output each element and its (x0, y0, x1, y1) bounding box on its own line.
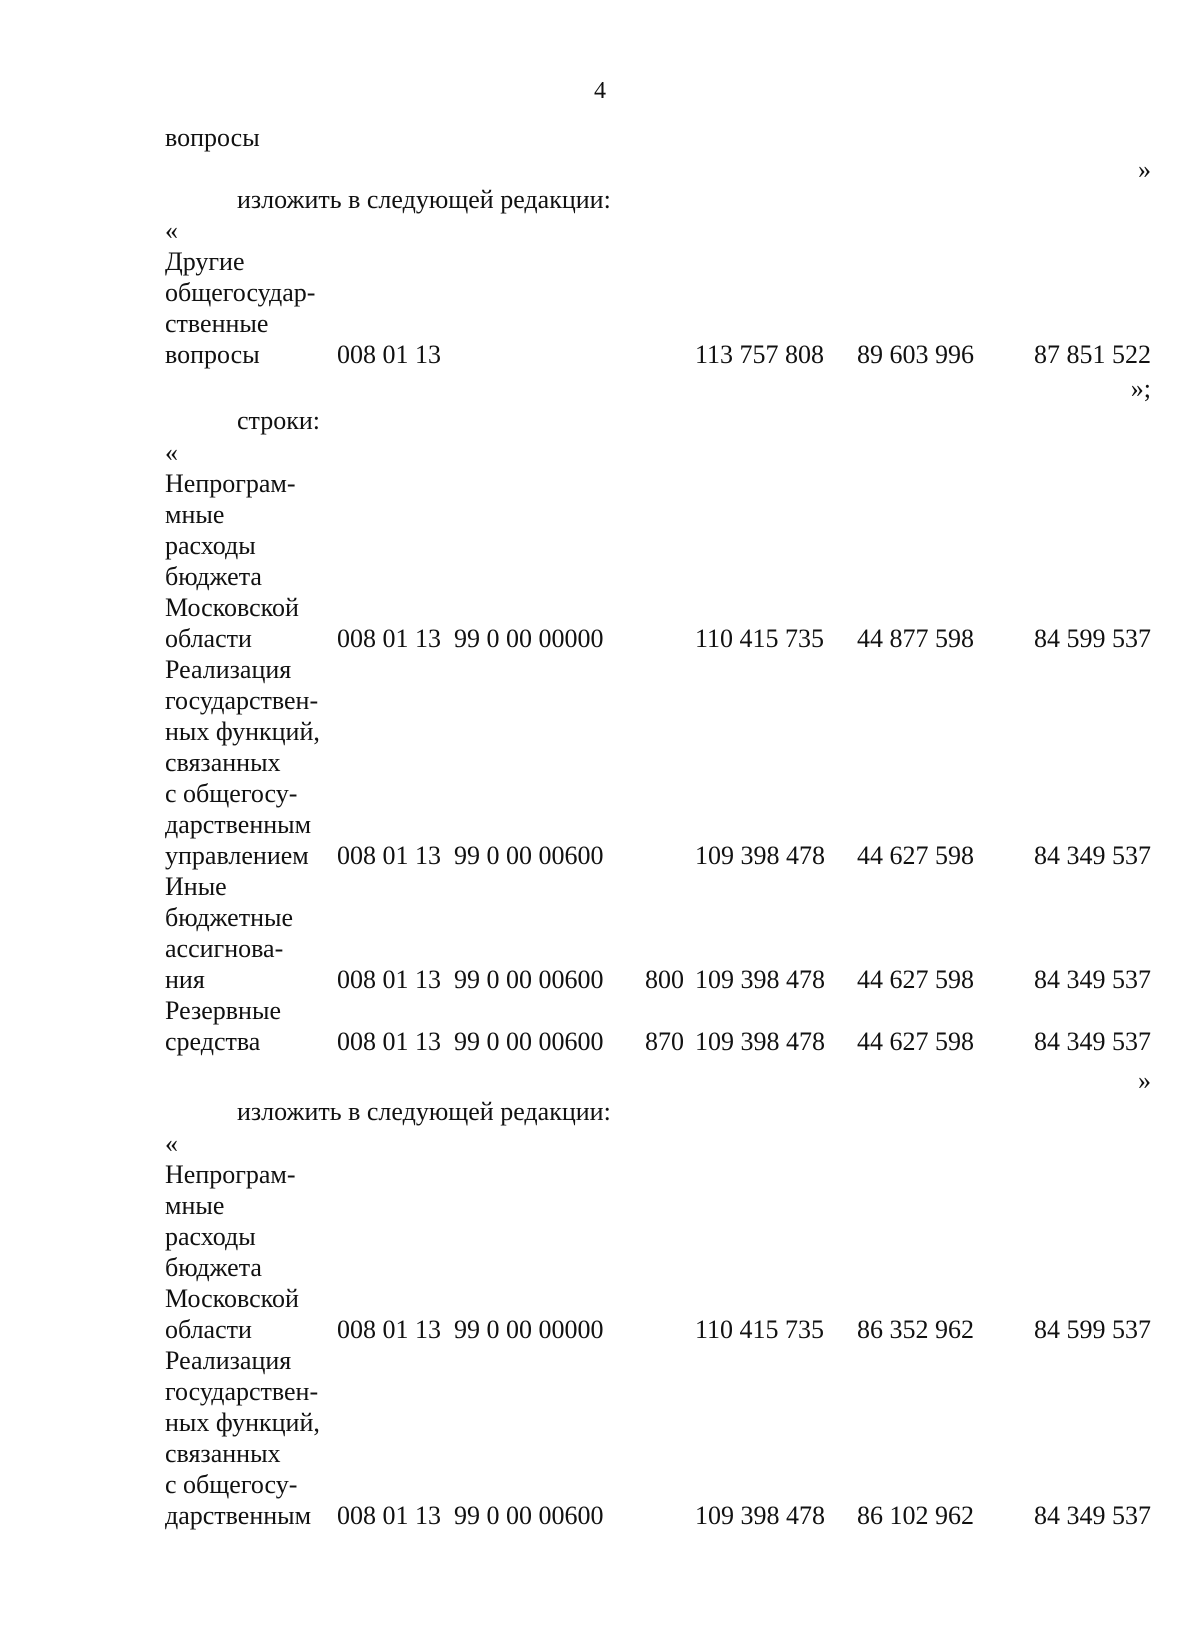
row-name-line: Московской (165, 593, 299, 622)
row-value-1: 110 415 735 (695, 1315, 825, 1344)
row-value-3: 84 349 537 (1034, 1501, 1151, 1530)
row-name-line: Резервные (165, 996, 281, 1025)
row-name-line: с общегосу- (165, 1470, 298, 1499)
row-name-line: ния (165, 965, 205, 994)
table-row (165, 871, 1151, 995)
table-row (165, 1345, 1151, 1531)
row-name-line: Непрограм- (165, 469, 296, 498)
row-value-1: 109 398 478 (695, 1501, 825, 1530)
row-name (165, 871, 337, 995)
row-value-3: 87 851 522 (1034, 340, 1151, 369)
table-block-3 (165, 1159, 1151, 1531)
row-name-line: бюджетные (165, 903, 294, 932)
table-row (165, 995, 1151, 1057)
row-name-line: с общегосу- (165, 779, 298, 808)
row-value-3: 84 349 537 (1034, 1027, 1151, 1056)
row-name-line: управлением (165, 841, 309, 870)
row-name-line: государствен- (165, 1377, 319, 1406)
row-name-line: связанных (165, 1439, 281, 1468)
row-name (165, 246, 337, 370)
row-value-1: 113 757 808 (695, 340, 825, 369)
row-name-line: ственные (165, 309, 269, 338)
row-name-line: государствен- (165, 686, 319, 715)
row-name-line: расходы (165, 1222, 256, 1251)
row-value-1: 109 398 478 (695, 841, 825, 870)
row-value-1: 109 398 478 (695, 965, 825, 994)
table-block-1 (165, 246, 1151, 370)
row-code: 008 01 13 99 0 00 00000 (337, 1315, 604, 1344)
top-fragment: вопросы (165, 123, 260, 152)
row-name-line: вопросы (165, 340, 260, 369)
row-code: 008 01 13 (337, 340, 441, 369)
row-value-2: 44 627 598 (857, 965, 974, 994)
row-name (165, 468, 337, 654)
row-name-line: дарственным (165, 1501, 312, 1530)
row-code: 008 01 13 99 0 00 00600 (337, 965, 604, 994)
opening-quote: « (165, 216, 178, 245)
row-name-line: расходы (165, 531, 256, 560)
row-value-3: 84 349 537 (1034, 965, 1151, 994)
row-type: 870 (645, 1027, 684, 1056)
row-name-line: мные (165, 500, 225, 529)
row-name-line: Московской (165, 1284, 299, 1313)
page-number: 4 (594, 78, 606, 104)
row-value-2: 44 627 598 (857, 1027, 974, 1056)
table-row (165, 1159, 1151, 1345)
row-name-line: общегосудар- (165, 278, 316, 307)
opening-quote: « (165, 438, 178, 467)
instruction-text: изложить в следующей редакции: (237, 1097, 611, 1126)
row-name-line: области (165, 624, 252, 653)
row-name-line: Реализация (165, 655, 292, 684)
row-name-line: средства (165, 1027, 261, 1056)
row-code: 008 01 13 99 0 00 00600 (337, 1501, 604, 1530)
table-row (165, 654, 1151, 871)
row-name-line: мные (165, 1191, 225, 1220)
row-name-line: ных функций, (165, 1408, 320, 1437)
row-code: 008 01 13 99 0 00 00600 (337, 841, 604, 870)
row-name-line: связанных (165, 748, 281, 777)
row-name-line: Иные (165, 872, 227, 901)
row-name-line: Другие (165, 247, 245, 276)
row-name-line: бюджета (165, 1253, 262, 1282)
row-name-line: бюджета (165, 562, 262, 591)
row-code: 008 01 13 99 0 00 00600 (337, 1027, 604, 1056)
row-type: 800 (645, 965, 684, 994)
row-name (165, 995, 337, 1057)
row-name-line: Непрограм- (165, 1160, 296, 1189)
opening-quote: « (165, 1129, 178, 1158)
row-name-line: ных функций, (165, 717, 320, 746)
row-value-1: 109 398 478 (695, 1027, 825, 1056)
instruction-text: изложить в следующей редакции: (237, 185, 611, 214)
row-value-2: 86 102 962 (857, 1501, 974, 1530)
table-row (165, 246, 1151, 370)
row-code: 008 01 13 99 0 00 00000 (337, 624, 604, 653)
closing-quote: » (1138, 1066, 1151, 1095)
instruction-text: строки: (237, 406, 320, 435)
row-name (165, 1159, 337, 1345)
row-name (165, 1345, 337, 1531)
row-name-line: ассигнова- (165, 934, 284, 963)
row-value-2: 44 877 598 (857, 624, 974, 653)
row-value-2: 86 352 962 (857, 1315, 974, 1344)
closing-quote: »; (1130, 374, 1151, 403)
table-row (165, 468, 1151, 654)
row-value-3: 84 349 537 (1034, 841, 1151, 870)
row-value-2: 89 603 996 (857, 340, 974, 369)
closing-quote: » (1138, 155, 1151, 184)
row-name-line: Реализация (165, 1346, 292, 1375)
row-name-line: области (165, 1315, 252, 1344)
row-name (165, 654, 337, 871)
row-name-line: дарственным (165, 810, 312, 839)
row-value-1: 110 415 735 (695, 624, 825, 653)
table-block-2 (165, 468, 1151, 1057)
row-value-3: 84 599 537 (1034, 1315, 1151, 1344)
row-value-2: 44 627 598 (857, 841, 974, 870)
row-value-3: 84 599 537 (1034, 624, 1151, 653)
